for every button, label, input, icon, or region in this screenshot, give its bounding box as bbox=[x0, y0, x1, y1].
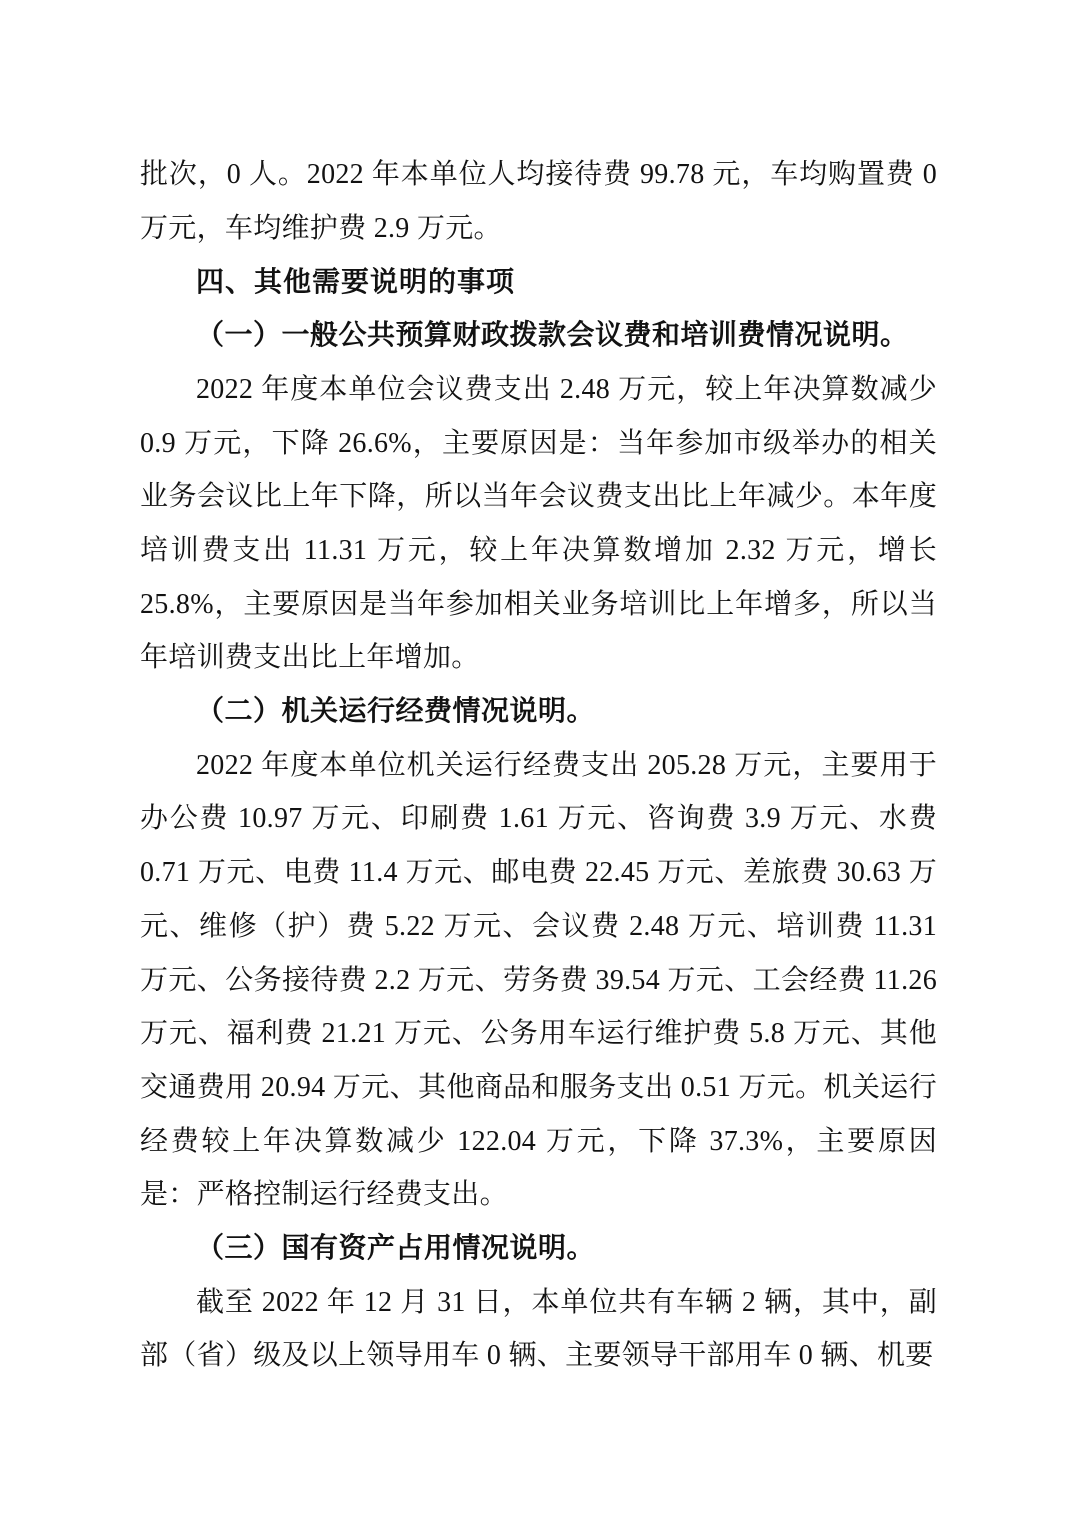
paragraph-state-assets-vehicles-detail: 截至 2022 年 12 月 31 日，本单位共有车辆 2 辆，其中，副部（省）级及以上领导用车 0 辆、主要领导干部用车 0 辆、机要 bbox=[140, 1286, 937, 1372]
heading-subsection-2-agency-operating-funds: （二）机关运行经费情况说明。 bbox=[196, 696, 596, 728]
heading-section-4-other-matters: 四、其他需要说明的事项 bbox=[196, 266, 516, 298]
paragraph-meeting-training-fees-detail: 2022 年度本单位会议费支出 2.48 万元，较上年决算数减少 0.9 万元，下降 26.6%，主要原因是：当年参加市级举办的相关业务会议比上年下降，所以当年会议费支出比上年减少。本年度培训费支出 11.31 万元，较上年决算数增加 2.32 万元，增长 25.8%，主要原因是当年参加相关业务培训比上年增多，所以当年培训费支出比上年增加。 bbox=[140, 373, 937, 674]
document-body bbox=[140, 148, 937, 1383]
heading-subsection-3-state-assets: （三）国有资产占用情况说明。 bbox=[196, 1233, 596, 1265]
paragraph-agency-operating-funds-detail: 2022 年度本单位机关运行经费支出 205.28 万元，主要用于办公费 10.97 万元、印刷费 1.61 万元、咨询费 3.9 万元、水费 0.71 万元、电费 11.4 万元、邮电费 22.45 万元、差旅费 30.63 万元、维修（护）费 5.22 万元、会议费 2.48 万元、培训费 11.31 万元、公务接待费 2.2 万元、劳务费 39.54 万元、工会经费 11.26 万元、福利费 21.21 万元、公务用车运行维护费 5.8 万元、其他交通费用 20.94 万元、其他商品和服务支出 0.51 万元。机关运行经费较上年决算数减少 122.04 万元，下降 37.3%，主要原因是：严格控制运行经费支出。 bbox=[140, 749, 937, 1211]
paragraph-reception-vehicle-costs-continuation: 批次，0 人。2022 年本单位人均接待费 99.78 元，车均购置费 0 万元，车均维护费 2.9 万元。 bbox=[140, 159, 937, 244]
heading-subsection-1-meeting-training-fees: （一）一般公共预算财政拨款会议费和培训费情况说明。 bbox=[196, 320, 909, 352]
